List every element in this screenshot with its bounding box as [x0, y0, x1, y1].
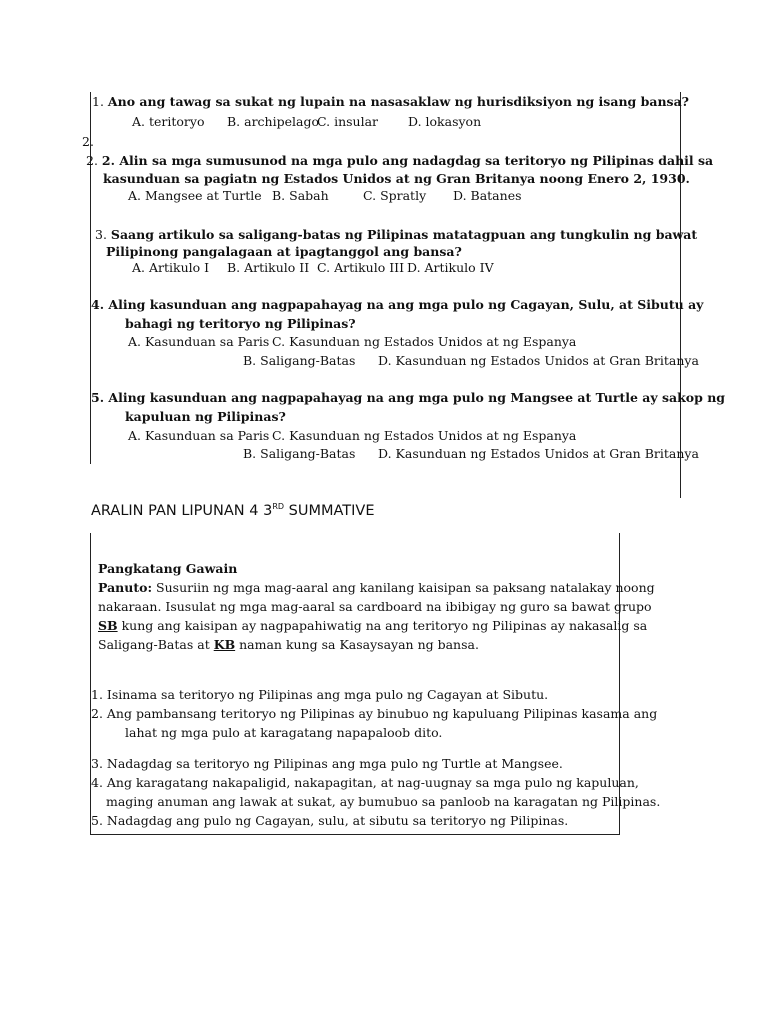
summative-heading [91, 503, 375, 519]
panuto-line3 [98, 620, 647, 633]
q2-choice-d: D. Batanes [453, 188, 522, 203]
heading-tail: SUMMATIVE [284, 503, 375, 519]
q2-text-1: 2. Alin sa mga sumusunod na mga pulo ang nadagdag sa teritoryo ng Pilipinas dahil sa [101, 153, 714, 168]
q3-choice-b: B. Artikulo II [227, 260, 310, 275]
stray-number-marker: 2. [82, 134, 94, 149]
q5-question-line1: 5. Aling kasunduan ang nagpapahayag na ang mga pulo ng Mangsee at Turtle ay sakop ng [91, 390, 726, 405]
q2-choice-b: B. Sabah [272, 188, 329, 203]
panuto-line2: nakaraan. Isusulat ng mga mag-aaral sa cardboard na ibibigay ng guro sa bawat grupo [98, 599, 652, 614]
q1-choice-c: C. insular [317, 114, 379, 129]
q2-choice-a: A. Mangsee at Turtle [128, 188, 262, 203]
activity-title: Pangkatang Gawain [98, 561, 238, 576]
activity-item-4: 4. Ang karagatang nakapaligid, nakapagitan, at nag-uugnay sa mga pulo ng kapuluan, [91, 775, 639, 790]
panuto-label: Panuto: [98, 580, 153, 595]
q5-choice-b: B. Saligang-Batas [243, 446, 356, 461]
q4-question-line1: 4. Aling kasunduan ang nagpapahayag na ang mga pulo ng Cagayan, Sulu, at Sibutu ay [91, 297, 704, 312]
q5-question-line2: kapuluan ng Pilipinas? [125, 409, 286, 424]
panuto-text-1: Susuriin ng mga mag-aaral ang kanilang kaisipan sa paksang natalakay noong [152, 580, 655, 595]
q4-choice-b: B. Saligang-Batas [243, 353, 356, 368]
q3-choice-d: D. Artikulo IV [407, 260, 494, 275]
panuto-line1 [98, 582, 655, 595]
q1-choice-a: A. teritoryo [132, 114, 205, 129]
activity-item-2: 2. Ang pambansang teritoryo ng Pilipinas ay binubuo ng kapuluang Pilipinas kasama ang [91, 706, 658, 721]
q3-text-1: Saang artikulo sa saligang-batas ng Pilipinas matatagpuan ang tungkulin ng bawat [110, 227, 698, 242]
activity-item-3: 3. Nadagdag sa teritoryo ng Pilipinas ang mga pulo ng Turtle at Mangsee. [91, 756, 563, 771]
kb-code: KB [213, 637, 236, 652]
q5-choice-a: A. Kasunduan sa Paris [128, 428, 270, 443]
q3-question-line2: Pilipinong pangalagaan at ipagtanggol ang bansa? [106, 244, 462, 259]
heading-main: ARALIN PAN LIPUNAN 4 3 [91, 503, 273, 519]
q1-choice-b: B. archipelago [227, 114, 319, 129]
panuto-text-4a: Saligang-Batas at [98, 637, 214, 652]
q4-choice-a: A. Kasunduan sa Paris [128, 334, 270, 349]
panuto-line4 [98, 639, 479, 652]
q3-question-line1 [95, 229, 697, 242]
q4-choice-d: D. Kasunduan ng Estados Unidos at Gran Britanya [378, 353, 699, 368]
q2-question-line2: kasunduan sa pagiatn ng Estados Unidos at ng Gran Britanya noong Enero 2, 1930. [103, 171, 690, 186]
q3-choice-c: C. Artikulo III [317, 260, 405, 275]
activity-item-5: 5. Nadagdag ang pulo ng Cagayan, sulu, at sibutu sa teritoryo ng Pilipinas. [91, 813, 569, 828]
q5-choice-d: D. Kasunduan ng Estados Unidos at Gran Britanya [378, 446, 699, 461]
q3-choice-a: A. Artikulo I [132, 260, 210, 275]
panuto-text-4b: naman kung sa Kasaysayan ng bansa. [235, 637, 479, 652]
sb-code: SB [98, 618, 118, 633]
activity-item-4-cont: maging anuman ang lawak at sukat, ay bumubuo sa panloob na karagatan ng Pilipinas. [106, 794, 661, 809]
q1-text: Ano ang tawag sa sukat ng lupain na nasasaklaw ng hurisdiksiyon ng isang bansa? [107, 94, 690, 109]
activity-item-2-cont: lahat ng mga pulo at karagatang napapaloob dito. [125, 725, 443, 740]
activity-bottom-border [90, 834, 620, 835]
q5-choice-c: C. Kasunduan ng Estados Unidos at ng Espanya [272, 428, 577, 443]
activity-item-1: 1. Isinama sa teritoryo ng Pilipinas ang mga pulo ng Cagayan at Sibutu. [91, 687, 549, 702]
q1-question [92, 96, 689, 109]
q4-choice-c: C. Kasunduan ng Estados Unidos at ng Espanya [272, 334, 577, 349]
q3-number: 3. [95, 227, 107, 242]
q2-question-line1 [86, 155, 713, 168]
q2-choice-c: C. Spratly [363, 188, 427, 203]
q1-choice-d: D. lokasyon [408, 114, 482, 129]
panuto-text-3: kung ang kaisipan ay nagpapahiwatig na ang teritoryo ng Pilipinas ay nakasalig sa [117, 618, 648, 633]
heading-superscript: RD [272, 502, 285, 511]
q2-number: 2. [86, 153, 98, 168]
q4-question-line2: bahagi ng teritoryo ng Pilipinas? [125, 316, 356, 331]
q1-number: 1. [92, 94, 104, 109]
